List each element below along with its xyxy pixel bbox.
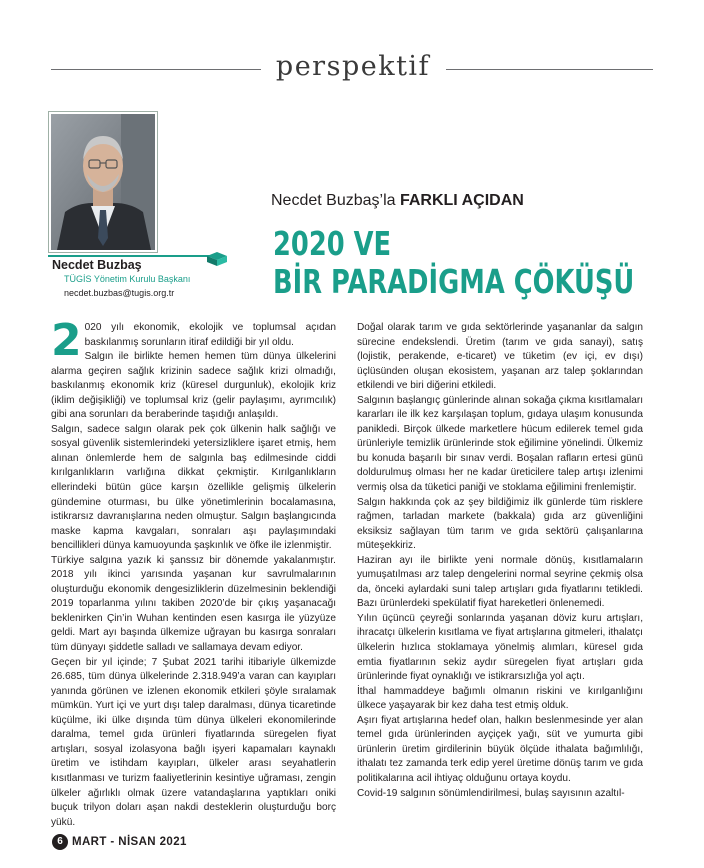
masthead-rule-left xyxy=(51,69,261,70)
masthead-title: perspektif xyxy=(275,51,431,82)
drop-cap: 2 xyxy=(51,315,82,366)
paragraph xyxy=(51,315,336,366)
paragraph: İthal hammaddeye bağımlı olmanın riskini ve kırılganlığını ülkece yaşayarak bir kez daha test etmiş olduk. xyxy=(357,685,643,712)
paragraph: Yılın üçüncü çeyreği sonlarında yaşanan döviz kuru artışları, ihracatçı ülkelerin kısıtlama ve fiyat artışlarına gitmeleri, ithalatçı ülkelerin hızlıca stoklamaya yönelmiş alımları, küresel gıda emtia fiyatlarının sekiz aydır süregelen fiyat artışları gıda ürünlerinde fiyat oynaklığı ve istikrarsızlığa yol açtı. xyxy=(357,612,643,683)
portrait-illustration xyxy=(51,114,155,250)
paragraph-text: 020 yılı ekonomik, ekolojik ve toplumsal açıdan baskılanmış sorunların itiraf edildiği bir yıl oldu. xyxy=(84,322,336,348)
body-column-left xyxy=(51,315,336,830)
paragraph: Covid-19 salgının sönümlendirilmesi, bulaş sayısının azaltıl- xyxy=(357,787,625,799)
paragraph: Haziran ayı ile birlikte yeni normale dönüş, kısıtlamaların yumuşatılması arz talep dengelerini normal seyrine çekmiş olsa da, önceki aylardaki suni talep artışları gıda fiyatlarını tetikledi. Bazı ürünlerdeki spekülatif fiyat hareketleri önlenemedi. xyxy=(357,554,643,610)
paragraph: Aşırı fiyat artışlarına hedef olan, halkın beslenmesinde yer alan temel gıda ürünlerinden ayçiçek yağı, süt ve yumurta gibi ürünlerin üretim girdilerinin büyük ölçüde ithalata bağımlılığı, ithalatı tez zamanda terk edip yerel üretime dönüş tarım ve gıda politikalarına acil ihtiyaç olduğunu ortaya koydu. xyxy=(357,714,643,784)
author-divider xyxy=(48,255,218,257)
body-column-right xyxy=(357,321,643,801)
title-line-1: 2020 VE xyxy=(273,224,392,263)
kicker-prefix: Necdet Buzbaş’la xyxy=(271,192,400,209)
author-photo xyxy=(51,114,155,250)
cube-logo-icon xyxy=(206,251,228,267)
column-kicker xyxy=(271,192,524,210)
paragraph: Salgın, sadece salgın olarak pek çok ülkenin halk sağlığı ve sosyal güvenlik sistemlerindeki yetersizliklere işaret etmiş, hem alınan önlemlerde hem de salgınla baş edilmesinde ciddi kırılganlıkların varlığına dikkat çekmiştir. Kırılganlıkların ellerindeki bütün güce karşın özellikle gelişmiş ülkelerin gündemine oturması, bu ülke yönetimlerinin bocalamasına, istikrarsız davranışlarına neden olmuştur. Salgın başlangıcında maske kapma kavgaları, sonraları aşı paylaşımındaki bencillikleri dünya kamuoyunda şaşkınlık ve öfke ile izlenmiştir. xyxy=(51,423,336,552)
paragraph: Salgının başlangıç günlerinde alınan sokağa çıkma kısıtlamaları kararları ile ilk kez karşılaşan toplum, gıdaya ulaşım konusunda panikledi. Birçok ülkede marketlere hücum edilerek temel gıda ürünleriyle temizlik ürünlerinde stok eğilimine yönelindi. Ülkemiz bu konuda başarılı bir sınav verdi. Boşalan rafların ertesi günü doldurulmuş olması her ne kadar üreticilere talep artışı izlenimi vermiş olsa da tüketici paniği ve stoklama eğilimini frenlemiştir. xyxy=(357,394,643,494)
article-title xyxy=(273,225,634,301)
issue-date: MART - NİSAN 2021 xyxy=(72,836,187,848)
paragraph: Salgın ile birlikte hemen hemen tüm dünya ülkelerini alarma geçiren sağlık krizinin sadece sağlık krizi olmadığı, baskılanmış ekonomik kriz (küresel durgunluk), ekolojik kriz (iklim değişikliği) ve toplumsal kriz (gelir paylaşımı, ayrımcılık) gibi ana sorunları da beraberinde taşıdığı anlaşıldı. xyxy=(51,351,336,421)
author-name: Necdet Buzbaş xyxy=(52,258,142,272)
paragraph: Doğal olarak tarım ve gıda sektörlerinde yaşananlar da salgın sürecine endekslendi. Üretim (tarım ve gıda sanayi), satış (lojistik, perakende, e-ticaret) ve tüketim (ev içi, ev dışı) üçlüsünden oluşan ekosistem, yaşanan arz talep şoklarından etkilendi ve biri diğerini etkiledi. xyxy=(357,322,643,392)
paragraph: Salgın hakkında çok az şey bildiğimiz ilk günlerde tüm risklere rağmen, tarladan markete (bakkala) gıda arz güvenliğini eksiksiz sağlayan tüm tarım ve gıda sektörü çalışanlarına müteşekkiriz. xyxy=(357,496,643,552)
paragraph: Geçen bir yıl içinde; 7 Şubat 2021 tarihi itibariyle ülkemizde 26.685, tüm dünya ülkelerinde 2.318.949’a varan can kayıpları yanında görünen ve izlenen ekonomik etkileri şöyle sıralamak mümkün. Yurt içi ve yurt dışı talep daralması, dünya ticaretinde küçülme, iki ülke dışında tüm dünya ülkeleri ekonomilerinde daralma, temel gıda ürünleri fiyatlarında süregelen fiyat artışları, sosyal izolasyona bağlı işyeri kapamaları kaynaklı üretim ve istihdam kayıpları, ülkeler arası seyahatlerin kısıtlanması ve turizm faaliyetlerinin kesintiye uğraması, zengin ülkeler ağırlıklı olmak üzere vatandaşlarına yaptıkları oniki buçuk trilyon doları aşan nakdi desteklerin oluşturduğu borç yükü. xyxy=(51,656,336,828)
title-line-2: BİR PARADİGMA ÇÖKÜŞÜ xyxy=(273,262,635,301)
masthead-rule-right xyxy=(446,69,653,70)
page-number: 6 xyxy=(52,834,68,850)
author-role: TÜGİS Yönetim Kurulu Başkanı xyxy=(64,274,191,284)
author-email: necdet.buzbas@tugis.org.tr xyxy=(64,288,175,298)
paragraph: Türkiye salgına yazık ki şanssız bir dönemde yakalanmıştır. 2018 yılı ikinci yarısında yaşanan kur savrulmalarının oluşturduğu ekonomik dengesizliklerin düzelmesinin beklendiği 2019 toparlanma yılını takiben 2020’de bir çıkış yaşanacağı beklenirken Çin’in Wuhan kentinden esen kasırga ile yüzyüze geldi. Mart ayı başında ülkemize uğrayan bu kasırga sonraları tüm dünyayı şiddetle salladı ve sallamaya devam ediyor. xyxy=(51,554,336,654)
kicker-emphasis: FARKLI AÇIDAN xyxy=(399,192,524,209)
